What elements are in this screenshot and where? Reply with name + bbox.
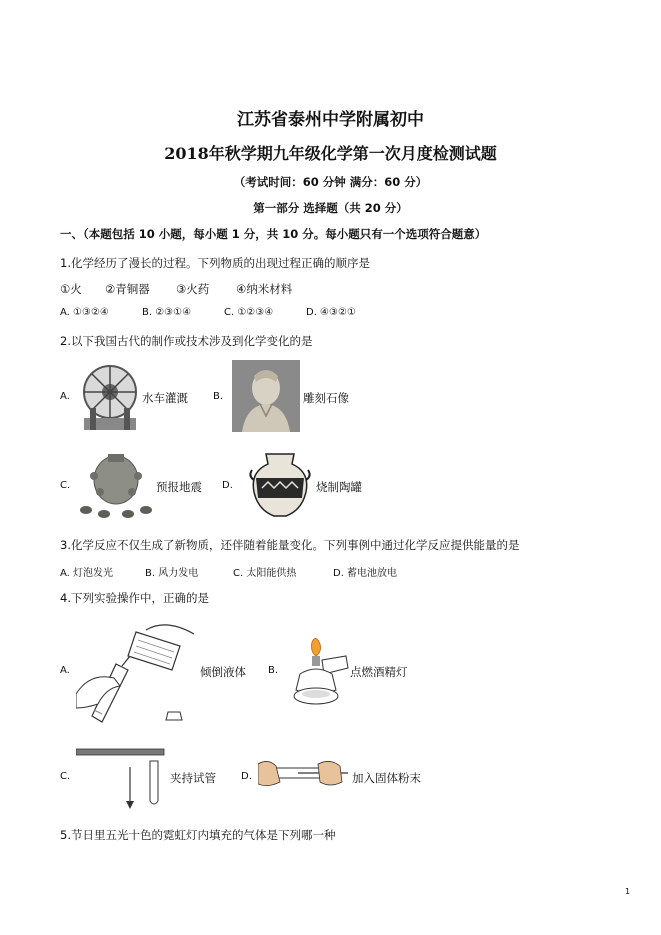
q4-option-a-text: 倾倒液体 [200, 665, 246, 679]
q1-option-a: A. ①③②④ [60, 307, 109, 318]
q3-option-d: D. 蓄电池放电 [333, 568, 398, 579]
q1-option-d: D. ④③②① [306, 307, 356, 318]
q3-stem: 3.化学反应不仅生成了新物质，还伴随着能量变化。下列事例中通过化学反应提供能量的是 [60, 538, 520, 552]
q2-option-b-text: 雕刻石像 [303, 391, 349, 405]
test-tube-holder-image [76, 745, 166, 811]
q1-item-3: ③火药 [176, 282, 210, 296]
alcohol-lamp-image [286, 634, 350, 710]
adding-powder-image [258, 756, 350, 792]
q2-stem: 2.以下我国古代的制作或技术涉及到化学变化的是 [60, 334, 313, 348]
q4-option-d-letter: D. [241, 771, 252, 782]
q4-option-d-text: 加入固体粉末 [352, 771, 421, 785]
q2-option-c-text: 预报地震 [156, 480, 202, 494]
seismograph-image [78, 452, 154, 518]
q1-stem: 1.化学经历了漫长的过程。下列物质的出现过程正确的顺序是 [60, 256, 370, 270]
q3-option-c: C. 太阳能供热 [233, 568, 297, 579]
part-title: 第一部分 选择题（共 20 分） [253, 201, 408, 215]
page-number: 1 [625, 887, 631, 896]
q1-item-1: ①火 [60, 282, 82, 296]
q3-option-b: B. 风力发电 [145, 568, 199, 579]
exam-info: （考试时间：60 分钟 满分：60 分） [233, 175, 428, 189]
q2-option-c-letter: C. [60, 480, 71, 491]
stone-statue-image [232, 360, 300, 432]
q1-option-c: C. ①②③④ [224, 307, 274, 318]
pottery-jar-image [246, 450, 314, 520]
waterwheel-image [76, 362, 142, 434]
q4-option-b-letter: B. [268, 665, 279, 676]
school-name: 江苏省泰州中学附属初中 [237, 110, 424, 130]
q1-item-2: ②青铜器 [105, 282, 150, 296]
exam-title: 2018年秋学期九年级化学第一次月度检测试题 [164, 144, 497, 163]
q2-option-d-letter: D. [222, 480, 233, 491]
q2-option-a-text: 水车灌溉 [142, 391, 188, 405]
q2-option-d-text: 烧制陶罐 [316, 480, 362, 494]
q1-option-b: B. ②③①④ [142, 307, 192, 318]
section-instructions: 一、（本题包括 10 小题，每小题 1 分，共 10 分。每小题只有一个选项符合题意） [60, 227, 487, 241]
q4-option-c-text: 夹持试管 [170, 771, 216, 785]
q5-stem: 5.节日里五光十色的霓虹灯内填充的气体是下列哪一种 [60, 828, 336, 842]
q4-option-c-letter: C. [60, 771, 71, 782]
q2-option-b-letter: B. [213, 391, 224, 402]
q4-option-a-letter: A. [60, 665, 70, 676]
q4-option-b-text: 点燃酒精灯 [350, 665, 408, 679]
q2-option-a-letter: A. [60, 391, 70, 402]
pouring-liquid-image [76, 612, 200, 724]
q1-item-4: ④纳米材料 [236, 282, 293, 296]
q3-option-a: A. 灯泡发光 [60, 568, 114, 579]
q4-stem: 4.下列实验操作中，正确的是 [60, 591, 209, 605]
